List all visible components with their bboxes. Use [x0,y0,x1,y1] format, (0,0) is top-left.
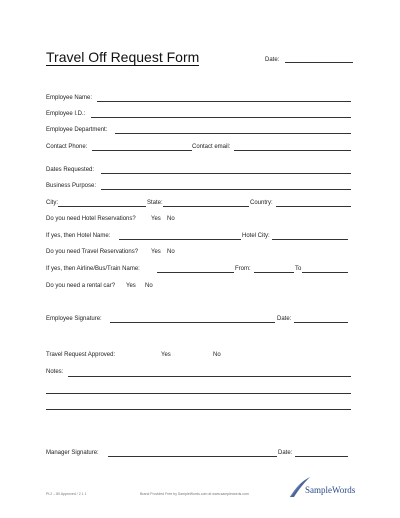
contact-email-label: Contact email: [192,144,231,150]
travel-approved-label: Travel Request Approved: [46,352,116,358]
country-line[interactable] [276,206,351,207]
rental-no-option[interactable]: No [145,283,153,289]
form-title: Travel Off Request Form [46,49,200,65]
employee-signature-label: Employee Signature: [46,316,102,322]
travel-no-option[interactable]: No [167,249,175,255]
manager-signature-label: Manager Signature: [46,450,99,456]
hotel-question: Do you need Hotel Reservations? [46,216,136,222]
state-label: State: [147,200,163,206]
notes-label: Notes: [46,369,64,375]
approved-yes-option[interactable]: Yes [161,352,171,358]
dates-requested-label: Dates Requested: [46,167,95,173]
rental-yes-option[interactable]: Yes [126,283,136,289]
airline-line[interactable] [157,272,234,273]
employee-id-label: Employee I.D.: [46,111,86,117]
contact-phone-label: Contact Phone: [46,144,88,150]
notes-line-1[interactable] [68,376,351,377]
hotel-city-line[interactable] [272,239,348,240]
hotel-no-option[interactable]: No [167,216,175,222]
contact-phone-line[interactable] [92,150,192,151]
manager-signature-date-label: Date: [278,450,293,456]
employee-id-line[interactable] [91,117,351,118]
to-label: To [295,266,302,272]
business-purpose-line[interactable] [101,189,351,190]
travel-yes-option[interactable]: Yes [151,249,161,255]
airline-label: If yes, then Airline/Bus/Train Name: [46,266,140,272]
employee-signature-date-line[interactable] [294,322,348,323]
hotel-city-label: Hotel City: [242,233,270,239]
notes-line-3[interactable] [46,409,351,410]
to-line[interactable] [302,272,348,273]
samplewords-logo-text: SampleWords [305,485,356,495]
hotel-yes-option[interactable]: Yes [151,216,161,222]
employee-department-line[interactable] [115,133,351,134]
notes-line-2[interactable] [46,393,351,394]
employee-name-line[interactable] [97,101,351,102]
business-purpose-label: Business Purpose: [46,183,97,189]
dates-requested-line[interactable] [101,173,351,174]
contact-email-line[interactable] [234,150,351,151]
state-line[interactable] [163,206,249,207]
from-line[interactable] [254,272,294,273]
employee-signature-date-label: Date: [277,316,292,322]
approved-no-option[interactable]: No [213,352,221,358]
from-label: From: [235,266,251,272]
hotel-name-label: If yes, then Hotel Name: [46,233,111,239]
manager-signature-date-line[interactable] [295,456,348,457]
footer-left-text: Pt.2 – 80 Approved / 2 1 1 [46,492,87,496]
employee-signature-line[interactable] [110,322,275,323]
city-label: City: [46,200,58,206]
manager-signature-line[interactable] [108,456,277,457]
travel-question: Do you need Travel Reservations? [46,249,139,255]
city-line[interactable] [58,206,146,207]
employee-name-label: Employee Name: [46,95,93,101]
hotel-name-line[interactable] [119,239,241,240]
footer-middle-text: Brand Provided Free by SampleWords.com at www.samplewords.com [140,492,249,496]
employee-department-label: Employee Department: [46,127,108,133]
date-label: Date: [265,57,280,63]
date-line[interactable] [285,62,353,63]
country-label: Country: [250,200,273,206]
rental-question: Do you need a rental car? [46,283,116,289]
